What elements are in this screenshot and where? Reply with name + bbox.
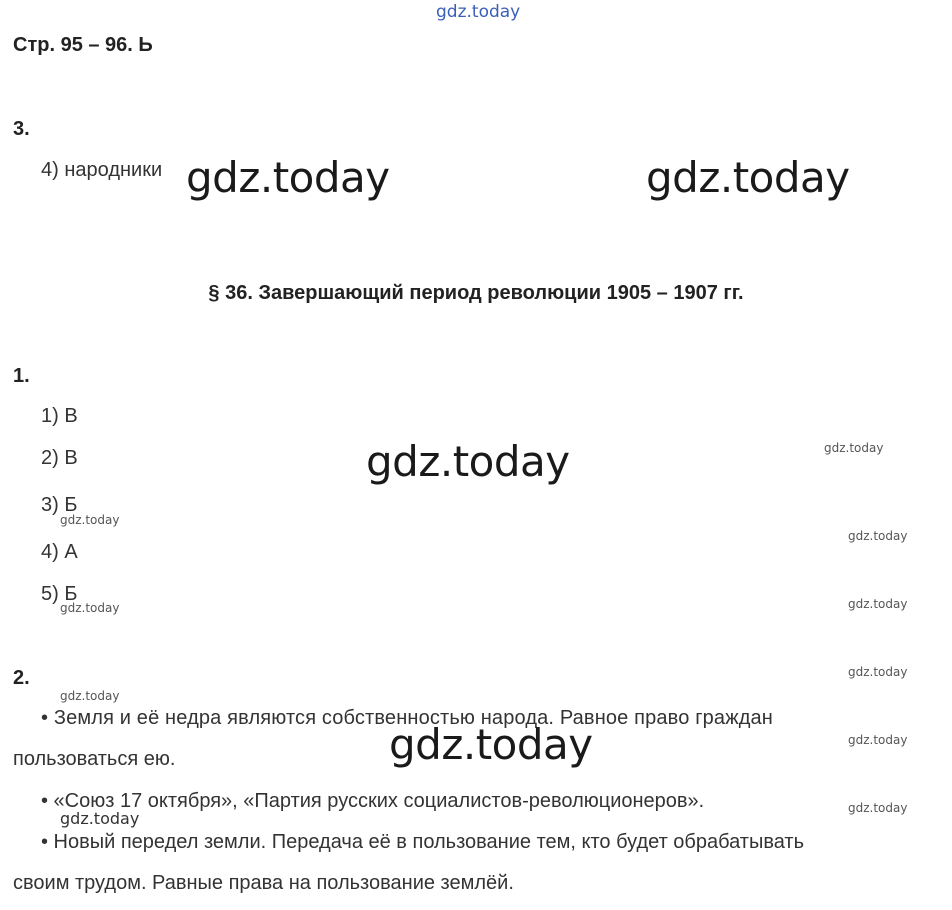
page-header: Стр. 95 – 96. Ь <box>13 34 153 56</box>
watermark-small: gdz.today <box>848 665 908 679</box>
watermark-top: gdz.today <box>436 2 521 22</box>
question-2-bullet-2: • «Союз 17 октября», «Партия русских социалистов-революционеров». <box>41 790 705 812</box>
question-1-answer: 1) В <box>41 405 78 427</box>
watermark-large: gdz.today <box>366 437 570 486</box>
watermark-small: gdz.today <box>848 529 908 543</box>
question-3-number: 3. <box>13 118 30 140</box>
watermark-small: gdz.today <box>60 809 140 828</box>
watermark-small: gdz.today <box>848 733 908 747</box>
watermark-small: gdz.today <box>60 513 120 527</box>
question-2-bullet-1-line-2: пользоваться ею. <box>13 748 176 770</box>
question-3-answer: 4) народники <box>41 159 163 181</box>
question-1-answer: 5) Б <box>41 583 78 605</box>
watermark-small: gdz.today <box>60 689 120 703</box>
question-1-answer: 2) В <box>41 447 78 469</box>
section-title: § 36. Завершающий период революции 1905 – 1907 гг. <box>208 282 744 304</box>
watermark-large: gdz.today <box>646 153 850 202</box>
question-1-answer: 4) А <box>41 541 78 563</box>
question-2-bullet-3-line-1: • Новый передел земли. Передача её в пользование тем, кто будет обрабатывать <box>41 831 804 853</box>
watermark-small: gdz.today <box>824 441 884 455</box>
question-1-answer: 3) Б <box>41 494 78 516</box>
watermark-small: gdz.today <box>848 801 908 815</box>
question-2-bullet-1-line-1: • Земля и её недра являются собственностью народа. Равное право граждан <box>41 707 774 729</box>
question-2-number: 2. <box>13 667 30 689</box>
question-1-number: 1. <box>13 365 30 387</box>
question-2-bullet-3-line-2: своим трудом. Равные права на пользование землёй. <box>13 872 514 894</box>
watermark-large: gdz.today <box>389 720 593 769</box>
watermark-small: gdz.today <box>848 597 908 611</box>
watermark-small: gdz.today <box>60 601 120 615</box>
watermark-large: gdz.today <box>186 153 390 202</box>
